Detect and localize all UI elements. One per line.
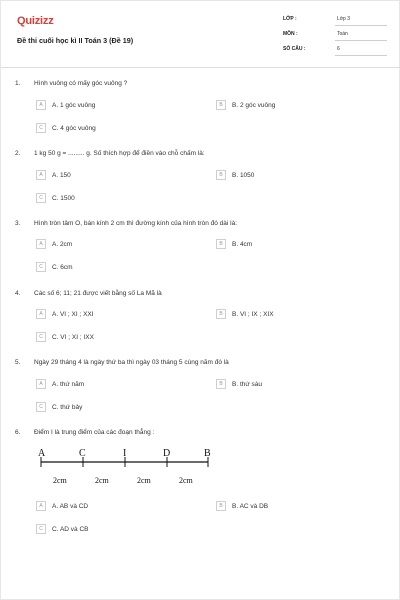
option-text: A. 150 [52,171,71,179]
question-text: 1 kg 50 g = ......... g. Số thích hợp để điền vào chỗ chấm là: [34,150,205,157]
option-letter-box: C [36,524,46,534]
option-text: C. thứ bảy [52,403,83,411]
option-text: B. 1050 [232,171,255,179]
meta-row-subject [283,28,387,41]
question-number: 6. [15,429,21,436]
option-text: C. 1500 [52,194,75,202]
question-text: Hình tròn tâm O, bán kính 2 cm thì đường kính của hình tròn đó dài là: [34,220,238,227]
option-text: B. thứ sáu [232,380,263,388]
option-text: B. AC và DB [232,502,269,510]
option-text: C. 6cm [52,263,73,271]
point-label: B [204,448,211,459]
option-letter-box: A [36,379,46,389]
meta-row-count [283,43,387,56]
option-text: A. AB và CD [52,502,89,510]
option-text: B. 2 góc vuông [232,101,276,109]
question-text: Điểm I là trung điểm của các đoạn thẳng : [34,429,155,436]
question-number: 5. [15,359,21,366]
point-label: A [38,448,46,459]
question-number: 2. [15,150,21,157]
option-text: C. AD và CB [52,525,89,533]
question-text: Hình vuông có mấy góc vuông ? [34,80,128,87]
option-letter-box: A [36,100,46,110]
header [17,13,387,63]
segment-length-label: 2cm [95,476,109,485]
option-text: C. 4 góc vuông [52,124,96,132]
option-text: A. 2cm [52,240,73,248]
segment-figure [36,446,216,491]
question-number: 3. [15,220,21,227]
meta-value: Lớp 3 [337,16,351,22]
meta-label: SỐ CÂU : [283,46,306,52]
meta-value: Toán [337,31,348,37]
option-letter-box: C [36,402,46,412]
point-label: C [79,448,86,459]
quiz-title: Đề thi cuối học kì II Toán 3 (Đề 19) [17,36,134,45]
option-letter-box: B [216,379,226,389]
segment-length-label: 2cm [137,476,151,485]
header-divider [1,67,400,68]
option-letter-box: B [216,239,226,249]
option-letter-box: C [36,193,46,203]
option-letter-box: B [216,100,226,110]
option-text: A. 1 góc vuông [52,101,96,109]
option-letter-box: B [216,309,226,319]
question-text: Các số 6; 11; 21 được viết bằng số La Mã là [34,290,162,297]
option-letter-box: B [216,501,226,511]
option-letter-box: A [36,309,46,319]
meta-label: MÔN : [283,31,298,37]
meta-row-class [283,13,387,26]
option-letter-box: C [36,123,46,133]
option-text: A. VI ; XI ; XXI [52,310,94,318]
point-label: I [123,448,127,459]
option-letter-box: C [36,332,46,342]
meta-value: 6 [337,46,340,52]
option-letter-box: C [36,262,46,272]
option-letter-box: B [216,170,226,180]
option-letter-box: A [36,170,46,180]
meta-label: LỚP : [283,16,297,22]
option-text: C. VI ; XI ; IXX [52,333,94,341]
quizizz-logo: Quizizz [17,15,54,27]
option-text: B. 4cm [232,240,253,248]
option-letter-box: A [36,239,46,249]
meta-block [283,13,387,58]
option-text: B. VI ; IX ; XIX [232,310,274,318]
option-letter-box: A [36,501,46,511]
question-text: Ngày 29 tháng 4 là ngày thứ ba thì ngày 03 tháng 5 cùng năm đó là [34,359,229,366]
option-text: A. thứ năm [52,380,85,388]
segment-length-label: 2cm [53,476,67,485]
segment-length-label: 2cm [179,476,193,485]
point-label: D [163,448,171,459]
question-number: 1. [15,80,21,87]
question-number: 4. [15,290,21,297]
